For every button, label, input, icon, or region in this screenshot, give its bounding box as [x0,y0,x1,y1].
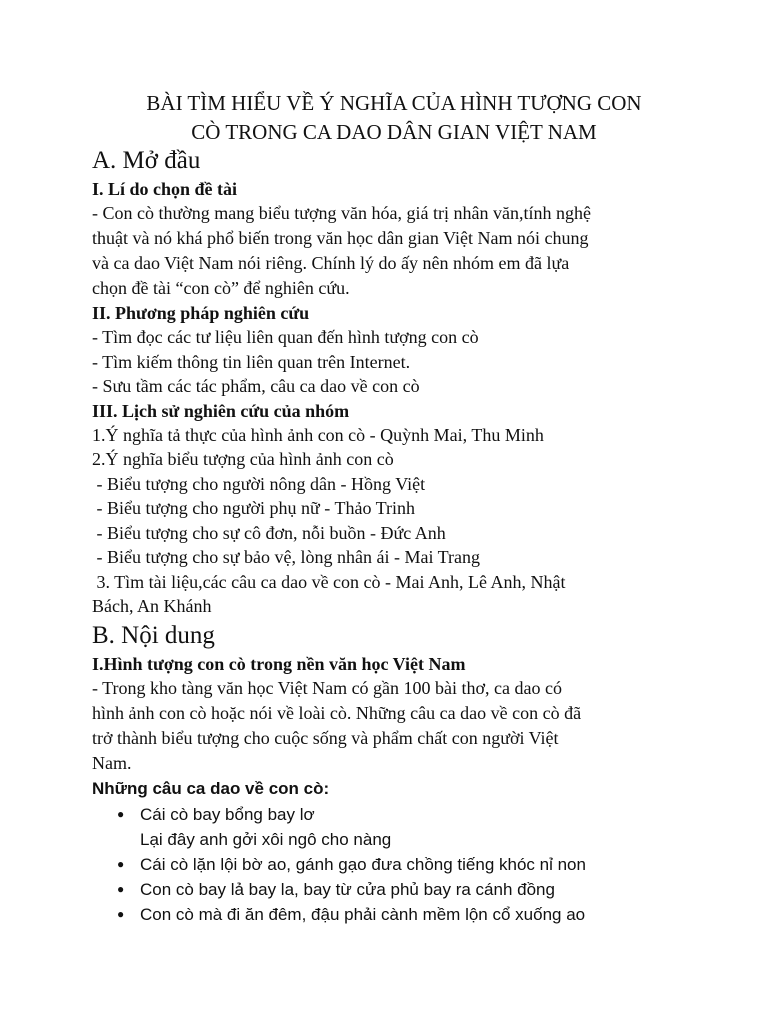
history-line: 3. Tìm tài liệu,các câu ca dao về con cò - Mai Anh, Lê Anh, Nhật [92,571,566,592]
method-line: - Sưu tầm các tác phẩm, câu ca dao về con cò [92,376,420,396]
history-line: - Biểu tượng cho người phụ nữ - Thảo Trinh [92,498,415,518]
history-line: 2.Ý nghĩa biểu tượng của hình ảnh con cò [92,449,394,469]
document-body [92,145,692,927]
history-line: Bách, An Khánh [92,596,212,616]
ca-dao-line: Con cò mà đi ăn đêm, đậu phải cành mềm lộn cổ xuống ao [140,904,586,924]
bullet-icon: ● [117,856,125,871]
section-b-part1-paragraph [92,676,692,776]
paragraph-line: hình ảnh con cò hoặc nói về loài cò. Những câu ca dao về con cò đã [92,702,582,723]
section-a-part1-heading: I. Lí do chọn đề tài [92,179,238,199]
ca-dao-list [92,802,692,927]
method-line: - Tìm kiếm thông tin liên quan trên Internet. [92,351,411,372]
history-line: - Biểu tượng cho sự cô đơn, nỗi buồn - Đức Anh [92,522,446,543]
history-line: - Biểu tượng cho sự bảo vệ, lòng nhân ái - Mai Trang [92,547,480,567]
history-line: - Biểu tượng cho người nông dân - Hồng Việt [92,473,426,494]
section-a-part2-heading: II. Phương pháp nghiên cứu [92,303,310,323]
bullet-icon: ● [117,806,125,821]
ca-dao-heading: Những câu ca dao về con cò: [92,778,330,798]
list-item [92,877,692,902]
paragraph-line: và ca dao Việt Nam nói riêng. Chính lý do ấy nên nhóm em đã lựa [92,253,570,273]
section-a-part3-heading: III. Lịch sử nghiên cứu của nhóm [92,400,350,421]
history-line: 1.Ý nghĩa tả thực của hình ảnh con cò - Quỳnh Mai, Thu Minh [92,424,544,445]
bullet-icon: ● [117,881,125,896]
paragraph-line: thuật và nó khá phổ biến trong văn học dân gian Việt Nam nói chung [92,228,589,248]
section-b-heading: B. Nội dung [92,621,215,649]
list-item [92,852,692,877]
ca-dao-line: Con cò bay lả bay la, bay từ cửa phủ bay ra cánh đồng [140,879,555,899]
ca-dao-subline: Lại đây anh gởi xôi ngô cho nàng [140,829,392,849]
paragraph-line: Nam. [92,752,132,773]
paragraph-line: - Con cò thường mang biểu tượng văn hóa, giá trị nhân văn,tính nghệ [92,203,591,223]
section-a-heading: A. Mở đầu [92,147,201,174]
paragraph-line: chọn đề tài “con cò” để nghiên cứu. [92,278,350,298]
section-a-part1-paragraph [92,201,692,301]
section-b-part1-heading: I.Hình tượng con cò trong nền văn học Việt Nam [92,653,466,674]
method-line: - Tìm đọc các tư liệu liên quan đến hình tượng con cò [92,327,479,347]
title-line-2: CÒ TRONG CA DAO DÂN GIAN VIỆT NAM [191,120,597,144]
list-item [92,802,692,852]
paragraph-line: trở thành biểu tượng cho cuộc sống và phẩm chất con người Việt [92,727,559,748]
document-title [60,89,728,147]
ca-dao-line: Cái cò lặn lội bờ ao, gánh gạo đưa chồng tiếng khóc nỉ non [140,854,586,874]
list-item [92,902,692,927]
bullet-icon: ● [117,906,125,921]
paragraph-line: - Trong kho tàng văn học Việt Nam có gần 100 bài thơ, ca dao có [92,677,563,698]
ca-dao-line: Cái cò bay bổng bay lơ [140,804,315,824]
title-line-1: BÀI TÌM HIỂU VỀ Ý NGHĨA CỦA HÌNH TƯỢNG CON [146,91,642,115]
